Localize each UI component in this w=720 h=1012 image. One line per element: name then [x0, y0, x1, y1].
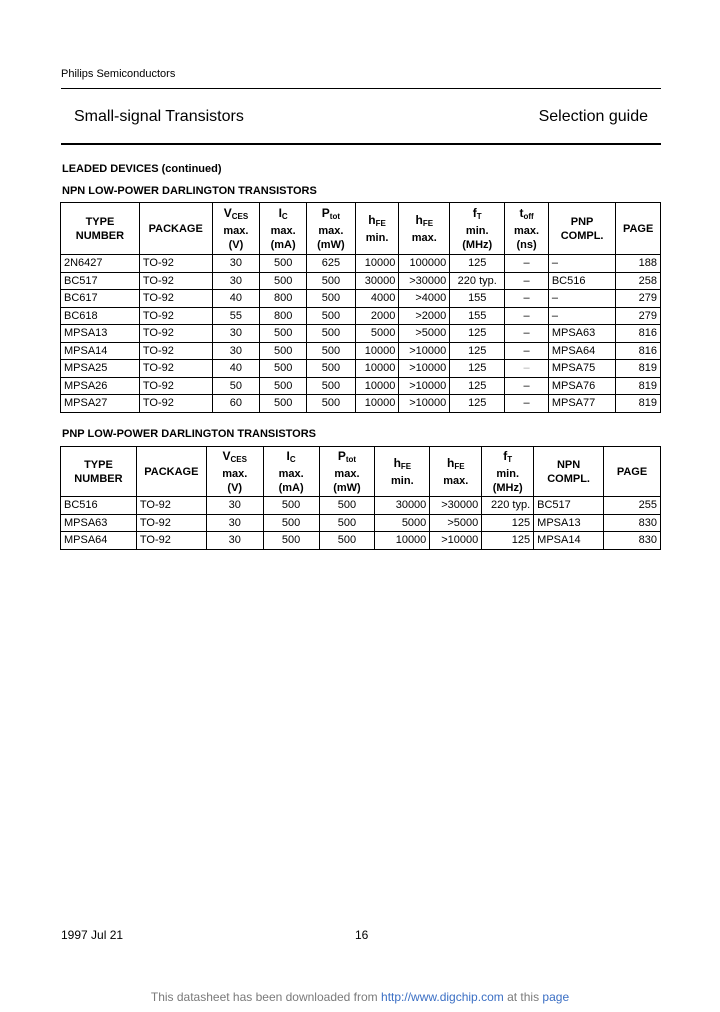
cell-ic: 800: [260, 307, 307, 325]
cell-toff: –: [505, 272, 549, 290]
cell-type: MPSA64: [61, 532, 137, 550]
cell-hfe-min: 10000: [355, 255, 399, 273]
document-type: Selection guide: [538, 108, 648, 125]
table-row: [61, 360, 661, 378]
cell-package: TO-92: [139, 360, 212, 378]
cell-page: 819: [616, 377, 661, 395]
cell-type: MPSA14: [61, 342, 140, 360]
cell-ft: 125: [482, 532, 534, 550]
cell-ft: 220 typ.: [482, 497, 534, 515]
footer-date: 1997 Jul 21: [61, 928, 124, 942]
cell-hfe-max: >2000: [399, 307, 450, 325]
cell-hfe-max: 100000: [399, 255, 450, 273]
table-row: [61, 325, 661, 343]
cell-compl: MPSA14: [534, 532, 604, 550]
table-row: [61, 307, 661, 325]
table-row: [61, 497, 661, 515]
cell-type: MPSA25: [61, 360, 140, 378]
header-vces: $V_{CES}$ max. (V): [206, 447, 263, 497]
cell-ft: 155: [450, 290, 505, 308]
header-ptot: $P_{tot}$ max. (mW): [307, 203, 356, 255]
npn-darlington-table: [60, 202, 661, 413]
header-type-number: TYPE NUMBER: [61, 447, 137, 497]
cell-ft: 220 typ.: [450, 272, 505, 290]
cell-hfe-max: >10000: [399, 360, 450, 378]
cell-compl: –: [548, 290, 615, 308]
cell-type: MPSA26: [61, 377, 140, 395]
cell-ptot: 500: [319, 532, 375, 550]
cell-compl: MPSA76: [548, 377, 615, 395]
cell-package: TO-92: [139, 395, 212, 413]
cell-hfe-max: >10000: [399, 377, 450, 395]
header-compl: NPN COMPL.: [534, 447, 604, 497]
document-title: Small-signal Transistors: [74, 108, 244, 125]
cell-ft: 125: [450, 325, 505, 343]
cell-ic: 500: [260, 255, 307, 273]
cell-compl: BC516: [548, 272, 615, 290]
cell-ptot: 500: [307, 395, 356, 413]
cell-type: BC516: [61, 497, 137, 515]
section-heading-npn: NPN LOW-POWER DARLINGTON TRANSISTORS: [62, 185, 317, 197]
cell-vces: 30: [206, 532, 263, 550]
cell-ft: 125: [450, 395, 505, 413]
table-row: [61, 395, 661, 413]
cell-hfe-min: 10000: [355, 395, 399, 413]
cell-hfe-min: 10000: [355, 342, 399, 360]
cell-compl: BC517: [534, 497, 604, 515]
cell-compl: MPSA13: [534, 514, 604, 532]
cell-vces: 40: [212, 290, 260, 308]
cell-ptot: 500: [307, 307, 356, 325]
cell-compl: MPSA75: [548, 360, 615, 378]
cell-ptot: 500: [319, 514, 375, 532]
cell-ic: 500: [260, 342, 307, 360]
credit-page-link[interactable]: page: [542, 990, 570, 1004]
cell-ic: 500: [260, 272, 307, 290]
cell-ptot: 500: [307, 342, 356, 360]
cell-hfe-max: >30000: [399, 272, 450, 290]
cell-toff: –: [505, 377, 549, 395]
header-package: PACKAGE: [139, 203, 212, 255]
pnp-header-row: [61, 447, 661, 497]
cell-toff: –: [505, 290, 549, 308]
cell-vces: 60: [212, 395, 260, 413]
credit-link[interactable]: http://www.digchip.com: [381, 990, 504, 1004]
npn-header-row: [61, 203, 661, 255]
cell-ft: 125: [450, 255, 505, 273]
cell-package: TO-92: [139, 272, 212, 290]
cell-vces: 30: [206, 497, 263, 515]
cell-vces: 55: [212, 307, 260, 325]
cell-ptot: 500: [307, 290, 356, 308]
table-row: [61, 532, 661, 550]
cell-vces: 30: [206, 514, 263, 532]
header-compl: PNP COMPL.: [548, 203, 615, 255]
cell-page: 830: [604, 514, 661, 532]
cell-page: 258: [616, 272, 661, 290]
cell-hfe-min: 10000: [375, 532, 430, 550]
header-hfe-min: $h_{FE}$ min.: [375, 447, 430, 497]
cell-package: TO-92: [139, 255, 212, 273]
cell-ft: 125: [482, 514, 534, 532]
cell-compl: –: [548, 307, 615, 325]
credit-prefix: This datasheet has been downloaded from: [150, 990, 382, 1004]
header-hfe-max: $h_{FE}$ max.: [399, 203, 450, 255]
table-row: [61, 255, 661, 273]
header-ptot: $P_{tot}$ max. (mW): [319, 447, 375, 497]
header-ft: $f_T$ min. (MHz): [482, 447, 534, 497]
cell-package: TO-92: [136, 514, 206, 532]
header-ft: $f_T$ min. (MHz): [450, 203, 505, 255]
header-vces: $V_{CES}$ max. (V): [212, 203, 260, 255]
cell-ptot: 500: [307, 377, 356, 395]
cell-ft: 125: [450, 377, 505, 395]
cell-ic: 500: [263, 514, 319, 532]
cell-hfe-min: 10000: [355, 360, 399, 378]
cell-hfe-min: 5000: [355, 325, 399, 343]
cell-hfe-min: 30000: [355, 272, 399, 290]
cell-toff: –: [505, 395, 549, 413]
header-page: PAGE: [604, 447, 661, 497]
cell-hfe-min: 4000: [355, 290, 399, 308]
cell-page: 816: [616, 342, 661, 360]
cell-compl: MPSA77: [548, 395, 615, 413]
cell-page: 255: [604, 497, 661, 515]
cell-hfe-min: 5000: [375, 514, 430, 532]
cell-page: 819: [616, 395, 661, 413]
cell-package: TO-92: [139, 307, 212, 325]
cell-hfe-min: 30000: [375, 497, 430, 515]
cell-ft: 125: [450, 360, 505, 378]
cell-page: 816: [616, 325, 661, 343]
cell-ic: 500: [260, 395, 307, 413]
cell-toff: –: [505, 325, 549, 343]
header-ic: $I_C$ max. (mA): [263, 447, 319, 497]
cell-hfe-max: >4000: [399, 290, 450, 308]
cell-hfe-max: >10000: [399, 395, 450, 413]
cell-ic: 500: [260, 377, 307, 395]
cell-type: 2N6427: [61, 255, 140, 273]
cell-ft: 155: [450, 307, 505, 325]
header-hfe-min: $h_{FE}$ min.: [355, 203, 399, 255]
table-row: [61, 514, 661, 532]
cell-type: MPSA63: [61, 514, 137, 532]
cell-vces: 50: [212, 377, 260, 395]
cell-ptot: 500: [319, 497, 375, 515]
cell-package: TO-92: [139, 377, 212, 395]
cell-page: 279: [616, 290, 661, 308]
header-toff: $t_{off}$ max. (ns): [505, 203, 549, 255]
cell-toff: –: [505, 342, 549, 360]
cell-ic: 500: [260, 360, 307, 378]
company-name: Philips Semiconductors: [61, 68, 176, 80]
cell-ptot: 500: [307, 360, 356, 378]
cell-page: 279: [616, 307, 661, 325]
cell-compl: –: [548, 255, 615, 273]
credit-suffix: at this: [503, 990, 543, 1004]
cell-type: MPSA27: [61, 395, 140, 413]
cell-type: BC617: [61, 290, 140, 308]
cell-vces: 30: [212, 342, 260, 360]
table-row: [61, 290, 661, 308]
cell-toff: –: [505, 255, 549, 273]
cell-compl: MPSA63: [548, 325, 615, 343]
cell-package: TO-92: [139, 290, 212, 308]
table-row: [61, 272, 661, 290]
cell-package: TO-92: [136, 532, 206, 550]
cell-vces: 40: [212, 360, 260, 378]
cell-page: 830: [604, 532, 661, 550]
cell-type: MPSA13: [61, 325, 140, 343]
cell-hfe-max: >5000: [399, 325, 450, 343]
cell-package: TO-92: [139, 342, 212, 360]
footer-page-number: 16: [355, 928, 369, 942]
cell-page: 819: [616, 360, 661, 378]
cell-hfe-max: >30000: [430, 497, 482, 515]
cell-ic: 500: [263, 497, 319, 515]
header-ic: $I_C$ max. (mA): [260, 203, 307, 255]
cell-ic: 500: [260, 325, 307, 343]
cell-ft: 125: [450, 342, 505, 360]
cell-ptot: 500: [307, 325, 356, 343]
cell-package: TO-92: [136, 497, 206, 515]
pnp-darlington-table: [60, 446, 661, 550]
section-heading-pnp: PNP LOW-POWER DARLINGTON TRANSISTORS: [62, 428, 317, 440]
cell-toff: –: [505, 360, 549, 378]
header-page: PAGE: [616, 203, 661, 255]
title-divider: [61, 143, 661, 145]
cell-hfe-min: 2000: [355, 307, 399, 325]
cell-package: TO-92: [139, 325, 212, 343]
cell-hfe-min: 10000: [355, 377, 399, 395]
cell-page: 188: [616, 255, 661, 273]
header-type-number: TYPE NUMBER: [61, 203, 140, 255]
cell-compl: MPSA64: [548, 342, 615, 360]
cell-hfe-max: >10000: [430, 532, 482, 550]
section-heading-leaded: LEADED DEVICES (continued): [62, 163, 222, 175]
cell-hfe-max: >10000: [399, 342, 450, 360]
cell-vces: 30: [212, 255, 260, 273]
header-hfe-max: $h_{FE}$ max.: [430, 447, 482, 497]
cell-vces: 30: [212, 272, 260, 290]
cell-type: BC517: [61, 272, 140, 290]
table-row: [61, 342, 661, 360]
header-divider: [61, 88, 661, 89]
cell-ptot: 625: [307, 255, 356, 273]
download-credit: [0, 990, 720, 1004]
cell-ic: 800: [260, 290, 307, 308]
cell-ptot: 500: [307, 272, 356, 290]
table-row: [61, 377, 661, 395]
cell-toff: –: [505, 307, 549, 325]
cell-type: BC618: [61, 307, 140, 325]
cell-vces: 30: [212, 325, 260, 343]
cell-ic: 500: [263, 532, 319, 550]
header-package: PACKAGE: [136, 447, 206, 497]
cell-hfe-max: >5000: [430, 514, 482, 532]
